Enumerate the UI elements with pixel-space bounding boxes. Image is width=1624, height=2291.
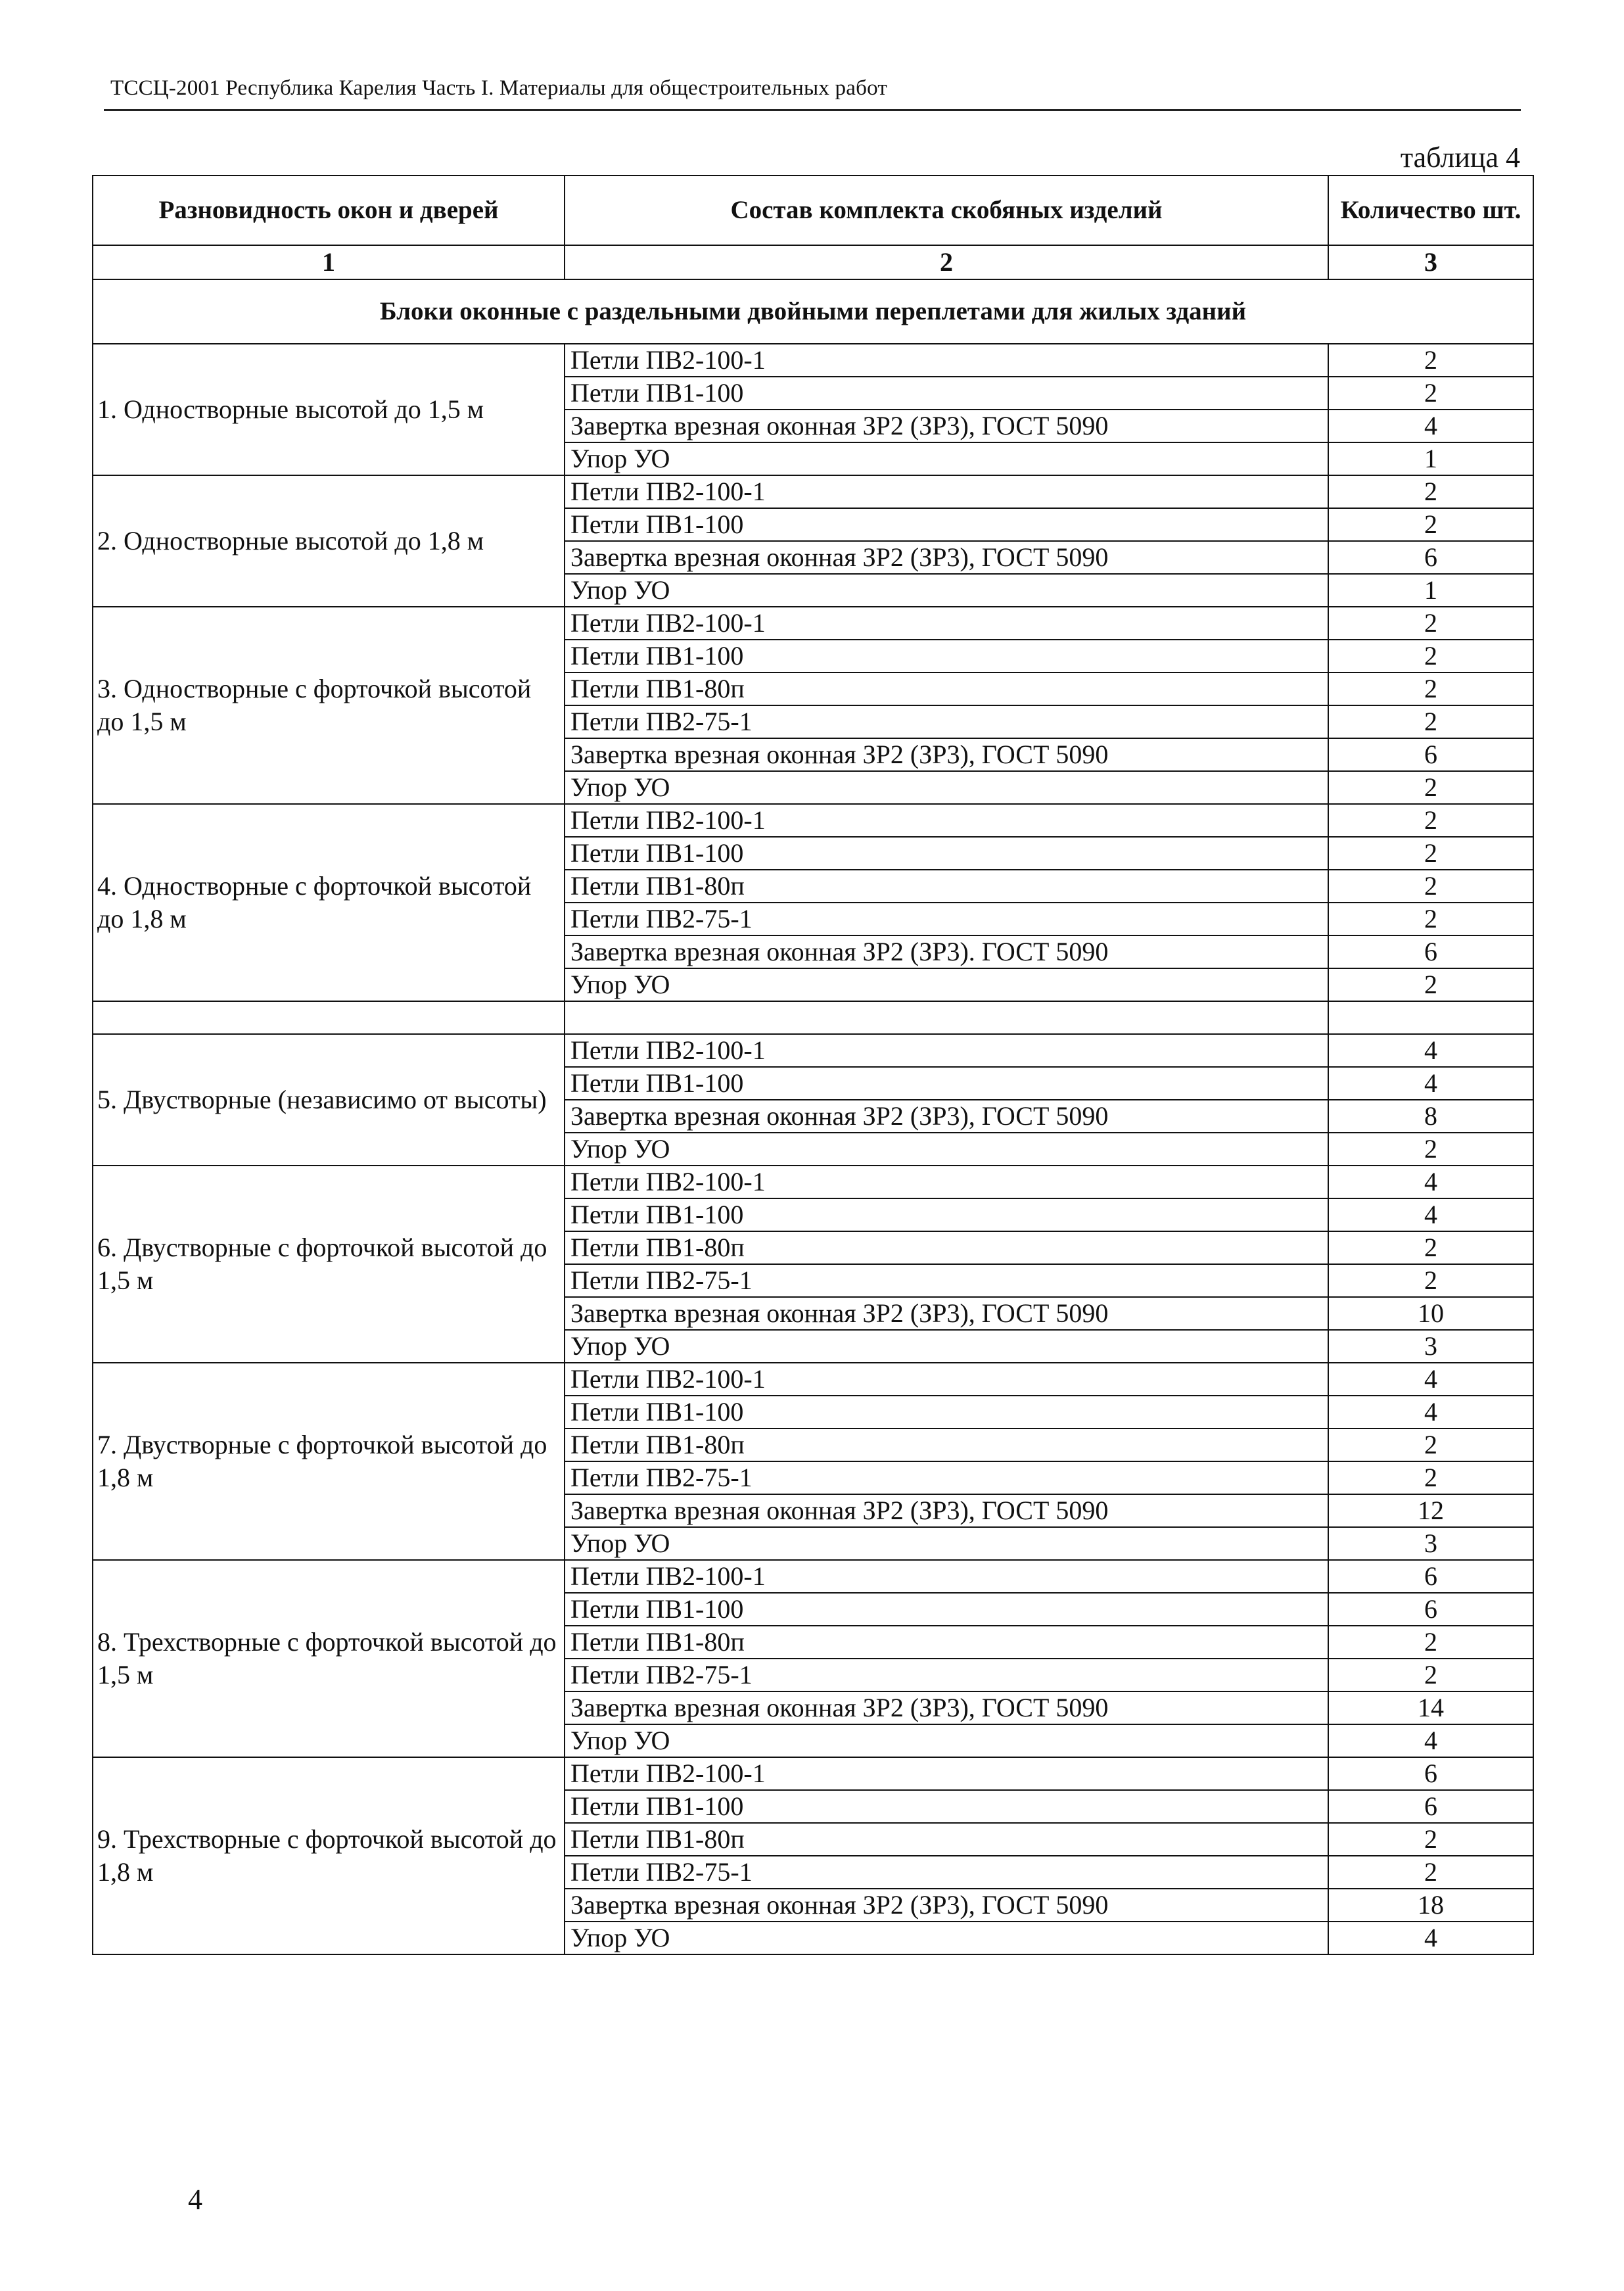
header-rule (104, 109, 1521, 111)
table-caption: таблица 4 (1400, 141, 1520, 174)
hardware-item-cell: Завертка врезная оконная ЗР2 (ЗР3), ГОСТ 5090 (565, 1494, 1328, 1527)
quantity-cell: 6 (1328, 1757, 1533, 1790)
hardware-item-cell: Упор УО (565, 1133, 1328, 1166)
quantity-cell: 2 (1328, 837, 1533, 870)
table-row (93, 1363, 1533, 1396)
hardware-item-cell: Петли ПВ2-100-1 (565, 1560, 1328, 1593)
quantity-cell: 2 (1328, 1823, 1533, 1856)
column-number-row (93, 245, 1533, 279)
table-row (93, 1560, 1533, 1593)
quantity-cell: 6 (1328, 541, 1533, 574)
quantity-cell: 2 (1328, 1626, 1533, 1659)
table-row (93, 804, 1533, 837)
table-row (93, 607, 1533, 640)
quantity-cell: 12 (1328, 1494, 1533, 1527)
hardware-item-cell: Петли ПВ1-100 (565, 377, 1328, 410)
quantity-cell: 6 (1328, 1593, 1533, 1626)
quantity-cell: 4 (1328, 1034, 1533, 1067)
hardware-item-cell: Завертка врезная оконная ЗР2 (ЗР3), ГОСТ 5090 (565, 541, 1328, 574)
hardware-item-cell: Завертка врезная оконная ЗР2 (ЗР3), ГОСТ 5090 (565, 738, 1328, 771)
quantity-cell: 2 (1328, 1461, 1533, 1494)
hardware-item-cell: Петли ПВ1-100 (565, 1198, 1328, 1231)
hardware-item-cell: Петли ПВ1-80п (565, 1231, 1328, 1264)
hardware-item-cell: Петли ПВ2-75-1 (565, 903, 1328, 935)
hardware-item-cell: Петли ПВ1-80п (565, 673, 1328, 705)
table-row (93, 1034, 1533, 1067)
hardware-item-cell: Упор УО (565, 1527, 1328, 1560)
quantity-cell: 2 (1328, 870, 1533, 903)
hardware-item-cell: Петли ПВ2-100-1 (565, 804, 1328, 837)
hardware-item-cell: Петли ПВ2-75-1 (565, 1856, 1328, 1889)
hardware-item-cell: Петли ПВ1-100 (565, 1396, 1328, 1429)
hardware-item-cell: Завертка врезная оконная ЗР2 (ЗР3), ГОСТ 5090 (565, 1100, 1328, 1133)
hardware-item-cell: Петли ПВ1-100 (565, 1067, 1328, 1100)
quantity-cell: 6 (1328, 1790, 1533, 1823)
quantity-cell: 2 (1328, 705, 1533, 738)
hardware-item-cell: Упор УО (565, 1922, 1328, 1954)
quantity-cell: 2 (1328, 1231, 1533, 1264)
hardware-item-cell: Завертка врезная оконная ЗР2 (ЗР3). ГОСТ 5090 (565, 935, 1328, 968)
section-title-row (93, 279, 1533, 344)
column-number: 1 (93, 245, 565, 279)
quantity-cell: 2 (1328, 771, 1533, 804)
window-type-cell: 9. Трехстворные с форточкой высотой до 1,8 м (93, 1757, 565, 1954)
column-number: 2 (565, 245, 1328, 279)
quantity-cell: 2 (1328, 903, 1533, 935)
quantity-cell: 3 (1328, 1330, 1533, 1363)
table-row (93, 344, 1533, 377)
hardware-item-cell: Петли ПВ2-100-1 (565, 1034, 1328, 1067)
table-row (93, 475, 1533, 508)
hardware-item-cell: Завертка врезная оконная ЗР2 (ЗР3), ГОСТ 5090 (565, 410, 1328, 442)
hardware-item-cell: Упор УО (565, 1724, 1328, 1757)
empty-cell (565, 1001, 1328, 1034)
quantity-cell: 2 (1328, 1856, 1533, 1889)
window-type-cell: 8. Трехстворные с форточкой высотой до 1,5 м (93, 1560, 565, 1757)
quantity-cell: 2 (1328, 1429, 1533, 1461)
quantity-cell: 3 (1328, 1527, 1533, 1560)
quantity-cell: 6 (1328, 738, 1533, 771)
quantity-cell: 4 (1328, 1166, 1533, 1198)
hardware-item-cell: Упор УО (565, 1330, 1328, 1363)
window-type-cell: 3. Одностворные с форточкой высотой до 1,5 м (93, 607, 565, 804)
hardware-item-cell: Упор УО (565, 574, 1328, 607)
hardware-item-cell: Завертка врезная оконная ЗР2 (ЗР3), ГОСТ 5090 (565, 1297, 1328, 1330)
page-number: 4 (188, 2183, 202, 2215)
hardware-item-cell: Петли ПВ1-100 (565, 640, 1328, 673)
hardware-item-cell: Петли ПВ1-100 (565, 1593, 1328, 1626)
header-type: Разновидность окон и дверей (93, 176, 565, 245)
hardware-item-cell: Петли ПВ2-100-1 (565, 1363, 1328, 1396)
hardware-item-cell: Петли ПВ2-100-1 (565, 1166, 1328, 1198)
hardware-item-cell: Петли ПВ1-100 (565, 837, 1328, 870)
quantity-cell: 6 (1328, 935, 1533, 968)
quantity-cell: 4 (1328, 1363, 1533, 1396)
hardware-item-cell: Завертка врезная оконная ЗР2 (ЗР3), ГОСТ 5090 (565, 1889, 1328, 1922)
hardware-table (92, 175, 1534, 1955)
quantity-cell: 14 (1328, 1691, 1533, 1724)
empty-cell (1328, 1001, 1533, 1034)
quantity-cell: 4 (1328, 410, 1533, 442)
quantity-cell: 2 (1328, 1133, 1533, 1166)
hardware-item-cell: Упор УО (565, 771, 1328, 804)
hardware-item-cell: Петли ПВ2-100-1 (565, 1757, 1328, 1790)
hardware-item-cell: Петли ПВ1-100 (565, 1790, 1328, 1823)
hardware-item-cell: Упор УО (565, 442, 1328, 475)
hardware-item-cell: Упор УО (565, 968, 1328, 1001)
quantity-cell: 2 (1328, 475, 1533, 508)
running-header: ТССЦ-2001 Республика Карелия Часть I. Материалы для общестроительных работ (110, 76, 887, 100)
section-title: Блоки оконные с раздельными двойными переплетами для жилых зданий (93, 279, 1533, 344)
quantity-cell: 8 (1328, 1100, 1533, 1133)
window-type-cell: 2. Одностворные высотой до 1,8 м (93, 475, 565, 607)
hardware-item-cell: Петли ПВ1-80п (565, 1429, 1328, 1461)
header-qty: Количество шт. (1328, 176, 1533, 245)
hardware-item-cell: Петли ПВ2-75-1 (565, 705, 1328, 738)
table-row (93, 1166, 1533, 1198)
quantity-cell: 2 (1328, 1264, 1533, 1297)
hardware-item-cell: Петли ПВ1-80п (565, 1823, 1328, 1856)
hardware-item-cell: Петли ПВ2-75-1 (565, 1659, 1328, 1691)
window-type-cell: 4. Одностворные с форточкой высотой до 1,8 м (93, 804, 565, 1001)
header-items: Состав комплекта скобяных изделий (565, 176, 1328, 245)
quantity-cell: 2 (1328, 640, 1533, 673)
hardware-item-cell: Петли ПВ2-75-1 (565, 1461, 1328, 1494)
hardware-item-cell: Петли ПВ1-80п (565, 870, 1328, 903)
quantity-cell: 2 (1328, 377, 1533, 410)
quantity-cell: 2 (1328, 1659, 1533, 1691)
hardware-item-cell: Петли ПВ2-100-1 (565, 344, 1328, 377)
empty-row (93, 1001, 1533, 1034)
empty-cell (93, 1001, 565, 1034)
quantity-cell: 1 (1328, 442, 1533, 475)
hardware-item-cell: Петли ПВ1-100 (565, 508, 1328, 541)
quantity-cell: 4 (1328, 1922, 1533, 1954)
quantity-cell: 18 (1328, 1889, 1533, 1922)
window-type-cell: 7. Двустворные с форточкой высотой до 1,8 м (93, 1363, 565, 1560)
quantity-cell: 4 (1328, 1198, 1533, 1231)
quantity-cell: 10 (1328, 1297, 1533, 1330)
quantity-cell: 2 (1328, 607, 1533, 640)
quantity-cell: 1 (1328, 574, 1533, 607)
quantity-cell: 6 (1328, 1560, 1533, 1593)
table-row (93, 1757, 1533, 1790)
quantity-cell: 4 (1328, 1067, 1533, 1100)
window-type-cell: 1. Одностворные высотой до 1,5 м (93, 344, 565, 475)
window-type-cell: 6. Двустворные с форточкой высотой до 1,5 м (93, 1166, 565, 1363)
window-type-cell: 5. Двустворные (независимо от высоты) (93, 1034, 565, 1166)
hardware-item-cell: Петли ПВ1-80п (565, 1626, 1328, 1659)
header-row (93, 176, 1533, 245)
quantity-cell: 4 (1328, 1724, 1533, 1757)
quantity-cell: 4 (1328, 1396, 1533, 1429)
quantity-cell: 2 (1328, 344, 1533, 377)
quantity-cell: 2 (1328, 673, 1533, 705)
quantity-cell: 2 (1328, 968, 1533, 1001)
hardware-item-cell: Завертка врезная оконная ЗР2 (ЗР3), ГОСТ 5090 (565, 1691, 1328, 1724)
column-number: 3 (1328, 245, 1533, 279)
hardware-item-cell: Петли ПВ2-100-1 (565, 475, 1328, 508)
quantity-cell: 2 (1328, 804, 1533, 837)
hardware-item-cell: Петли ПВ2-75-1 (565, 1264, 1328, 1297)
quantity-cell: 2 (1328, 508, 1533, 541)
hardware-item-cell: Петли ПВ2-100-1 (565, 607, 1328, 640)
